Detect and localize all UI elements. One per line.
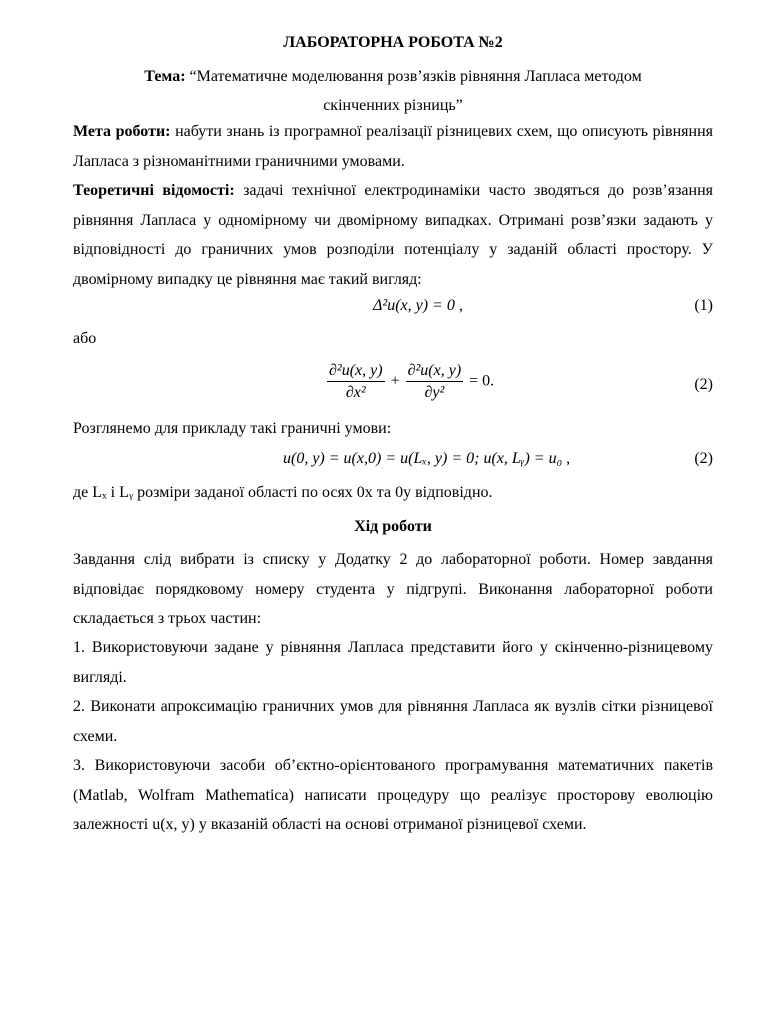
topic-text-line1: “Математичне моделювання розв’язків рівняння Лапласа методом (189, 68, 642, 85)
topic-text-line2: скінченних різниць” (323, 97, 463, 114)
equation-2 (73, 362, 713, 412)
bc-intro: Розглянемо для прикладу такі граничні умови: (73, 420, 392, 437)
procedure-intro: Завдання слід вибрати із списку у Додатку 2 до лабораторної роботи. Номер завдання відповідає порядковому номеру студента у підгрупі. Виконання лабораторної роботи складається з трьох частин: (73, 551, 713, 627)
goal-label: Мета роботи: (73, 123, 171, 140)
procedure-step-3: 3. Використовуючи засоби об’єктно-орієнтованого програмування математичних пакетів (Matlab, Wolfram Mathematica) написати процедуру що реалізує просторову еволюцію залежності u(x, y) у вказаній області на основі отриманої різницевої схеми. (73, 757, 713, 833)
fraction-1 (327, 362, 385, 402)
bc-intro-line (73, 420, 713, 450)
topic (73, 62, 713, 120)
theory-label: Теоретичні відомості: (73, 182, 235, 199)
goal-paragraph (73, 117, 713, 176)
or-word: або (73, 330, 97, 347)
where-line (73, 484, 713, 514)
fraction-1-denominator: ∂x² (345, 384, 366, 401)
equation-1-body: Δ²u(x, y) = 0 , (373, 297, 463, 314)
or-line (73, 330, 713, 360)
fraction-2 (406, 362, 464, 402)
procedure-step-1: 1. Використовуючи задане у рівняння Лапласа представити його у скінченно-різницевому вигляді. (73, 639, 713, 686)
fraction-2-denominator: ∂y² (424, 384, 445, 401)
theory-text: задачі технічної електродинаміки часто зводяться до розв’язання рівняння Лапласа у одномірному чи двомірному випадках. Отримані розв’язки задають у відповідності до граничних умов розподіли потенціалу у заданій області простору. У двомірному випадку це рівняння має такий вигляд: (73, 182, 714, 288)
equation-2-body (325, 362, 494, 402)
equation-3-body: u(0, y) = u(x,0) = u(Lₓ, y) = 0; u(x, Lᵧ) = u₀ , (283, 450, 571, 467)
topic-label: Тема: (144, 68, 186, 85)
plus-sign: + (390, 372, 400, 390)
fraction-1-numerator: ∂²u(x, y) (327, 362, 385, 382)
equation-1-number: (1) (694, 297, 713, 314)
fraction-2-numerator: ∂²u(x, y) (406, 362, 464, 382)
equation-3-number: (2) (694, 450, 713, 467)
goal-text: набути знань із програмної реалізації різницевих схем, що описують рівняння Лапласа з різноманітними граничними умовами. (73, 123, 713, 170)
theory-paragraph (73, 176, 713, 294)
procedure-heading: Хід роботи (354, 518, 432, 535)
equation-3 (73, 450, 713, 480)
equation-1 (73, 297, 713, 327)
equation-2-rhs: = 0. (469, 372, 495, 390)
page-title: ЛАБОРАТОРНА РОБОТА №2 (283, 34, 503, 51)
where-text: де Lₓ і Lᵧ розміри заданої області по осях 0x та 0y відповідно. (73, 484, 493, 501)
equation-2-number: (2) (694, 376, 713, 393)
procedure-step-2: 2. Виконати апроксимацію граничних умов для рівняння Лапласа як вузлів сітки різницевої схеми. (73, 698, 713, 745)
